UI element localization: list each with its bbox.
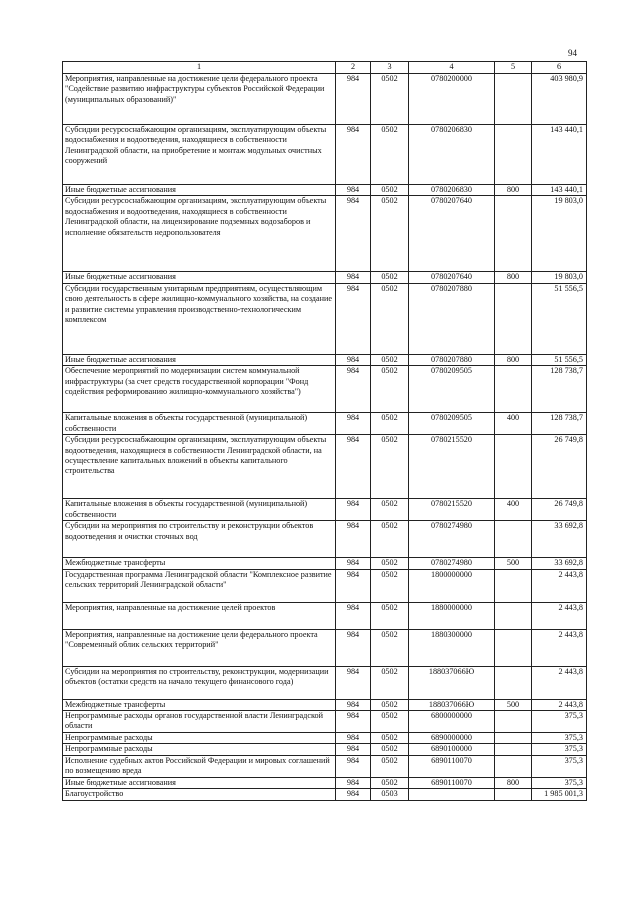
section-code-cell: 0502 (371, 196, 409, 272)
section-code-cell: 0502 (371, 413, 409, 435)
chapter-code-cell: 984 (336, 558, 371, 569)
expense-type-cell (495, 366, 532, 413)
expense-type-cell (495, 711, 532, 733)
amount-cell: 375,3 (532, 755, 587, 777)
table-row (63, 744, 587, 755)
chapter-code-cell: 984 (336, 74, 371, 125)
chapter-code-cell: 984 (336, 733, 371, 744)
table-row (63, 602, 587, 629)
table-row (63, 789, 587, 800)
row-name-cell: Межбюджетные трансферты (63, 699, 336, 710)
chapter-code-cell: 984 (336, 521, 371, 558)
amount-cell: 19 803,0 (532, 196, 587, 272)
table-row (63, 413, 587, 435)
amount-cell: 375,3 (532, 711, 587, 733)
amount-cell: 2 443,8 (532, 699, 587, 710)
amount-cell: 26 749,8 (532, 435, 587, 499)
amount-cell: 403 980,9 (532, 74, 587, 125)
row-name-cell: Непрограммные расходы (63, 744, 336, 755)
column-header: 2 (336, 62, 371, 74)
chapter-code-cell: 984 (336, 744, 371, 755)
chapter-code-cell: 984 (336, 629, 371, 666)
table-row (63, 569, 587, 602)
target-article-cell: 0780215520 (409, 499, 495, 521)
column-header: 5 (495, 62, 532, 74)
target-article-cell: 0780207640 (409, 196, 495, 272)
table-row (63, 711, 587, 733)
target-article-cell: 0780209505 (409, 413, 495, 435)
row-name-cell: Непрограммные расходы (63, 733, 336, 744)
amount-cell: 128 738,7 (532, 413, 587, 435)
section-code-cell: 0502 (371, 366, 409, 413)
target-article-cell: 0780206830 (409, 125, 495, 185)
row-name-cell: Мероприятия, направленные на достижение целей проектов (63, 602, 336, 629)
chapter-code-cell: 984 (336, 354, 371, 365)
row-name-cell: Благоустройство (63, 789, 336, 800)
row-name-cell: Межбюджетные трансферты (63, 558, 336, 569)
amount-cell: 1 985 001,3 (532, 789, 587, 800)
section-code-cell: 0502 (371, 558, 409, 569)
table-row (63, 699, 587, 710)
chapter-code-cell: 984 (336, 777, 371, 788)
row-name-cell: Капитальные вложения в объекты государственной (муниципальной) собственности (63, 499, 336, 521)
target-article-cell: 188037066Ю (409, 666, 495, 699)
expense-type-cell (495, 744, 532, 755)
amount-cell: 375,3 (532, 777, 587, 788)
expense-type-cell (495, 733, 532, 744)
amount-cell: 375,3 (532, 744, 587, 755)
target-article-cell: 0780200000 (409, 74, 495, 125)
target-article-cell: 1800000000 (409, 569, 495, 602)
target-article-cell (409, 789, 495, 800)
section-code-cell: 0502 (371, 125, 409, 185)
target-article-cell: 0780215520 (409, 435, 495, 499)
table-row (63, 629, 587, 666)
table-row (63, 521, 587, 558)
chapter-code-cell: 984 (336, 185, 371, 196)
row-name-cell: Субсидии ресурсоснабжающим организациям, эксплуатирующим объекты водоснабжения и водоотведения, находящиеся в собственности Ленинградской области, на приобретение и монтаж модульных очистных сооружений (63, 125, 336, 185)
expense-type-cell (495, 602, 532, 629)
chapter-code-cell: 984 (336, 413, 371, 435)
table-row (63, 185, 587, 196)
page-number: 94 (568, 48, 577, 58)
amount-cell: 33 692,8 (532, 558, 587, 569)
target-article-cell: 0780209505 (409, 366, 495, 413)
amount-cell: 19 803,0 (532, 272, 587, 283)
chapter-code-cell: 984 (336, 272, 371, 283)
expense-type-cell (495, 435, 532, 499)
expense-type-cell: 400 (495, 499, 532, 521)
row-name-cell: Иные бюджетные ассигнования (63, 185, 336, 196)
expense-type-cell: 500 (495, 558, 532, 569)
expense-type-cell: 800 (495, 185, 532, 196)
row-name-cell: Непрограммные расходы органов государственной власти Ленинградской области (63, 711, 336, 733)
row-name-cell: Исполнение судебных актов Российской Федерации и мировых соглашений по возмещению вреда (63, 755, 336, 777)
section-code-cell: 0502 (371, 569, 409, 602)
budget-table (62, 61, 587, 801)
chapter-code-cell: 984 (336, 196, 371, 272)
section-code-cell: 0502 (371, 666, 409, 699)
table-row (63, 354, 587, 365)
row-name-cell: Иные бюджетные ассигнования (63, 354, 336, 365)
target-article-cell: 6890110070 (409, 755, 495, 777)
target-article-cell: 0780274980 (409, 521, 495, 558)
section-code-cell: 0502 (371, 499, 409, 521)
target-article-cell: 6890110070 (409, 777, 495, 788)
header-row (63, 62, 587, 74)
chapter-code-cell: 984 (336, 366, 371, 413)
column-header: 1 (63, 62, 336, 74)
section-code-cell: 0502 (371, 74, 409, 125)
expense-type-cell (495, 629, 532, 666)
expense-type-cell (495, 569, 532, 602)
target-article-cell: 0780274980 (409, 558, 495, 569)
chapter-code-cell: 984 (336, 435, 371, 499)
chapter-code-cell: 984 (336, 755, 371, 777)
section-code-cell: 0503 (371, 789, 409, 800)
row-name-cell: Субсидии ресурсоснабжающим организациям, эксплуатирующим объекты водоотведения, находящиеся в собственности Ленинградской области, на осуществление капитальных вложений в объекты капитального строительства (63, 435, 336, 499)
chapter-code-cell: 984 (336, 569, 371, 602)
table-row (63, 499, 587, 521)
target-article-cell: 6890000000 (409, 733, 495, 744)
expense-type-cell (495, 521, 532, 558)
chapter-code-cell: 984 (336, 699, 371, 710)
amount-cell: 2 443,8 (532, 569, 587, 602)
expense-type-cell: 500 (495, 699, 532, 710)
row-name-cell: Субсидии государственным унитарным предприятиям, осуществляющим свою деятельность в сфере жилищно-коммунального хозяйства, на создание и развитие системы управления производственно-технологическим комплексом (63, 283, 336, 354)
expense-type-cell (495, 755, 532, 777)
row-name-cell: Обеспечение мероприятий по модернизации систем коммунальной инфраструктуры (за счет средств государственной корпорации "Фонд содействия реформированию жилищно-коммунального хозяйства") (63, 366, 336, 413)
section-code-cell: 0502 (371, 602, 409, 629)
amount-cell: 51 556,5 (532, 283, 587, 354)
amount-cell: 33 692,8 (532, 521, 587, 558)
target-article-cell: 0780207880 (409, 354, 495, 365)
expense-type-cell: 800 (495, 272, 532, 283)
table-row (63, 74, 587, 125)
chapter-code-cell: 984 (336, 789, 371, 800)
chapter-code-cell: 984 (336, 125, 371, 185)
chapter-code-cell: 984 (336, 499, 371, 521)
amount-cell: 128 738,7 (532, 366, 587, 413)
target-article-cell: 6800000000 (409, 711, 495, 733)
row-name-cell: Мероприятия, направленные на достижение цели федерального проекта "Содействие развитию инфраструктуры субъектов Российской Федерации (муниципальных образований)" (63, 74, 336, 125)
section-code-cell: 0502 (371, 744, 409, 755)
row-name-cell: Субсидии ресурсоснабжающим организациям, эксплуатирующим объекты водоснабжения и водоотведения, находящиеся в собственности Ленинградской области, на лицензирование подземных водозаборов и исполнение обязательств недропользователя (63, 196, 336, 272)
amount-cell: 51 556,5 (532, 354, 587, 365)
section-code-cell: 0502 (371, 755, 409, 777)
target-article-cell: 0780206830 (409, 185, 495, 196)
row-name-cell: Субсидии на мероприятия по строительству и реконструкции объектов водоотведения и очистки сточных вод (63, 521, 336, 558)
section-code-cell: 0502 (371, 699, 409, 710)
target-article-cell: 0780207640 (409, 272, 495, 283)
section-code-cell: 0502 (371, 733, 409, 744)
expense-type-cell (495, 666, 532, 699)
target-article-cell: 1880000000 (409, 602, 495, 629)
expense-type-cell (495, 74, 532, 125)
section-code-cell: 0502 (371, 711, 409, 733)
column-header: 6 (532, 62, 587, 74)
amount-cell: 143 440,1 (532, 185, 587, 196)
amount-cell: 26 749,8 (532, 499, 587, 521)
column-header: 4 (409, 62, 495, 74)
expense-type-cell: 400 (495, 413, 532, 435)
chapter-code-cell: 984 (336, 602, 371, 629)
section-code-cell: 0502 (371, 354, 409, 365)
target-article-cell: 6890100000 (409, 744, 495, 755)
target-article-cell: 188037066Ю (409, 699, 495, 710)
table-row (63, 435, 587, 499)
section-code-cell: 0502 (371, 185, 409, 196)
table-row (63, 755, 587, 777)
expense-type-cell: 800 (495, 354, 532, 365)
table-row (63, 366, 587, 413)
amount-cell: 2 443,8 (532, 602, 587, 629)
amount-cell: 2 443,8 (532, 666, 587, 699)
table-row (63, 196, 587, 272)
expense-type-cell (495, 789, 532, 800)
row-name-cell: Мероприятия, направленные на достижение цели федерального проекта "Современный облик сельских территорий" (63, 629, 336, 666)
table-row (63, 777, 587, 788)
expense-type-cell (495, 196, 532, 272)
target-article-cell: 1880300000 (409, 629, 495, 666)
expense-type-cell (495, 125, 532, 185)
chapter-code-cell: 984 (336, 711, 371, 733)
row-name-cell: Иные бюджетные ассигнования (63, 777, 336, 788)
target-article-cell: 0780207880 (409, 283, 495, 354)
section-code-cell: 0502 (371, 521, 409, 558)
row-name-cell: Капитальные вложения в объекты государственной (муниципальной) собственности (63, 413, 336, 435)
amount-cell: 143 440,1 (532, 125, 587, 185)
chapter-code-cell: 984 (336, 666, 371, 699)
section-code-cell: 0502 (371, 629, 409, 666)
section-code-cell: 0502 (371, 283, 409, 354)
expense-type-cell: 800 (495, 777, 532, 788)
row-name-cell: Иные бюджетные ассигнования (63, 272, 336, 283)
chapter-code-cell: 984 (336, 283, 371, 354)
row-name-cell: Субсидии на мероприятия по строительству, реконструкции, модернизации объектов (остатки средств на начало текущего финансового года) (63, 666, 336, 699)
row-name-cell: Государственная программа Ленинградской области "Комплексное развитие сельских территорий Ленинградской области" (63, 569, 336, 602)
expense-type-cell (495, 283, 532, 354)
amount-cell: 375,3 (532, 733, 587, 744)
table-row (63, 272, 587, 283)
amount-cell: 2 443,8 (532, 629, 587, 666)
table-row (63, 733, 587, 744)
section-code-cell: 0502 (371, 777, 409, 788)
table-row (63, 558, 587, 569)
column-header: 3 (371, 62, 409, 74)
table-row (63, 283, 587, 354)
table-row (63, 666, 587, 699)
section-code-cell: 0502 (371, 435, 409, 499)
table-row (63, 125, 587, 185)
section-code-cell: 0502 (371, 272, 409, 283)
